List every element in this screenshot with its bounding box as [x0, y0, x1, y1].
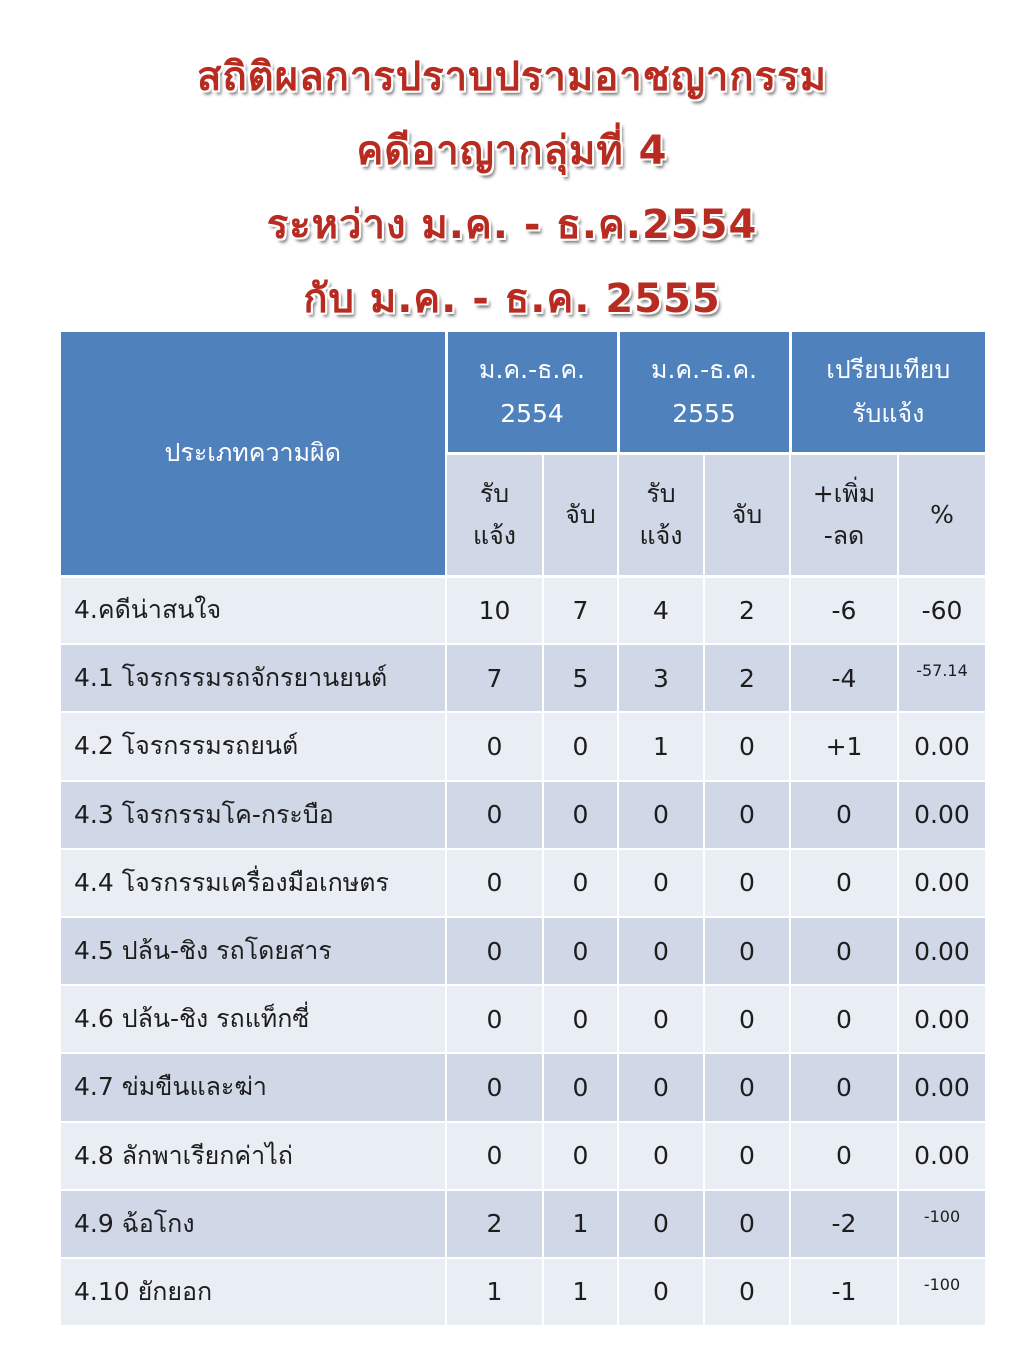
row-arrested-2554: 1: [543, 1258, 618, 1326]
header-arrested-2554-label: จับ: [565, 499, 596, 529]
row-received-2554: 10: [446, 576, 543, 644]
header-period-2554-line2: 2554: [500, 398, 564, 428]
row-arrested-2554: 0: [543, 1053, 618, 1121]
header-change: [790, 453, 898, 576]
header-period-2555: [618, 332, 790, 453]
row-arrested-2555: 0: [704, 1053, 790, 1121]
row-percent: 0.00: [898, 1122, 985, 1190]
row-category: 4.10 ยักยอก: [61, 1258, 446, 1326]
title-line-2: คดีอาญากลุ่มที่ 4: [356, 128, 668, 174]
row-percent: 0.00: [898, 849, 985, 917]
row-arrested-2554: 5: [543, 644, 618, 712]
row-category: 4.1 โจรกรรมรถจักรยานยนต์: [61, 644, 446, 712]
header-arrested-2555-label: จับ: [731, 499, 763, 529]
row-received-2555: 0: [618, 1053, 704, 1121]
header-period-2554-line1: ม.ค.-ธ.ค.: [479, 354, 585, 384]
row-category: 4.4 โจรกรรมเครื่องมือเกษตร: [61, 849, 446, 917]
table-row: [61, 1053, 985, 1121]
row-percent: 0.00: [898, 712, 985, 780]
row-arrested-2554: 0: [543, 712, 618, 780]
row-received-2554: 0: [446, 985, 543, 1053]
row-category: 4.8 ลักพาเรียกค่าไถ่: [61, 1122, 446, 1190]
header-compare-line1: เปรียบเทียบ: [826, 354, 951, 384]
header-change-line2: -ลด: [823, 520, 865, 550]
row-arrested-2555: 0: [704, 985, 790, 1053]
crime-statistics-table: [61, 332, 985, 1327]
header-arrested-2555: [704, 453, 790, 576]
header-received-2554: [446, 453, 543, 576]
header-compare-line2: รับแจ้ง: [852, 398, 925, 428]
header-category-label: ประเภทความผิด: [164, 438, 341, 468]
row-arrested-2555: 0: [704, 917, 790, 985]
header-received-2555: [618, 453, 704, 576]
row-received-2555: 4: [618, 576, 704, 644]
row-change: 0: [790, 985, 898, 1053]
header-received-2554-line1: รับ: [479, 478, 510, 508]
row-received-2554: 0: [446, 1122, 543, 1190]
row-arrested-2555: 2: [704, 644, 790, 712]
header-period-2555-line2: 2555: [672, 398, 736, 428]
header-received-2555-line2: แจ้ง: [639, 520, 683, 550]
row-received-2554: 0: [446, 781, 543, 849]
row-arrested-2555: 2: [704, 576, 790, 644]
table-row: [61, 917, 985, 985]
row-category: 4.3 โจรกรรมโค-กระบือ: [61, 781, 446, 849]
row-received-2554: 2: [446, 1190, 543, 1258]
title-line-4: กับ ม.ค. - ธ.ค. 2555: [303, 276, 721, 322]
row-arrested-2555: 0: [704, 1122, 790, 1190]
row-change: -2: [790, 1190, 898, 1258]
row-arrested-2554: 0: [543, 917, 618, 985]
header-period-2554: [446, 332, 618, 453]
row-arrested-2554: 0: [543, 849, 618, 917]
row-category: 4.5 ปล้น-ชิง รถโดยสาร: [61, 917, 446, 985]
row-received-2555: 0: [618, 1190, 704, 1258]
row-received-2555: 0: [618, 917, 704, 985]
row-percent: 0.00: [898, 917, 985, 985]
header-received-2554-line2: แจ้ง: [473, 520, 516, 550]
row-percent: 0.00: [898, 985, 985, 1053]
row-received-2555: 0: [618, 781, 704, 849]
table-row: [61, 849, 985, 917]
row-category: 4.9 ฉ้อโกง: [61, 1190, 446, 1258]
row-change: -6: [790, 576, 898, 644]
row-received-2555: 0: [618, 1258, 704, 1326]
row-received-2555: 3: [618, 644, 704, 712]
row-arrested-2555: 0: [704, 712, 790, 780]
row-percent: 0.00: [898, 1053, 985, 1121]
row-received-2554: 7: [446, 644, 543, 712]
row-change: -4: [790, 644, 898, 712]
row-arrested-2555: 0: [704, 781, 790, 849]
row-change: 0: [790, 1122, 898, 1190]
header-percent-label: %: [930, 499, 954, 529]
row-change: 0: [790, 781, 898, 849]
table-row: [61, 576, 985, 644]
row-change: -1: [790, 1258, 898, 1326]
row-received-2555: 1: [618, 712, 704, 780]
row-arrested-2555: 0: [704, 1190, 790, 1258]
row-received-2555: 0: [618, 1122, 704, 1190]
row-change: 0: [790, 849, 898, 917]
row-category: 4.7 ข่มขืนและฆ่า: [61, 1053, 446, 1121]
header-arrested-2554: [543, 453, 618, 576]
header-category: [61, 332, 446, 576]
title-line-1: สถิติผลการปราบปรามอาชญากรรม: [197, 54, 827, 100]
row-arrested-2554: 1: [543, 1190, 618, 1258]
row-percent: -100: [898, 1190, 985, 1258]
row-percent: -60: [898, 576, 985, 644]
header-percent: [898, 453, 985, 576]
slide-title: [0, 40, 1024, 336]
table-row: [61, 1258, 985, 1326]
row-received-2555: 0: [618, 985, 704, 1053]
row-category: 4.คดีน่าสนใจ: [61, 576, 446, 644]
table-row: [61, 781, 985, 849]
row-percent: 0.00: [898, 781, 985, 849]
row-percent: -57.14: [898, 644, 985, 712]
row-arrested-2555: 0: [704, 849, 790, 917]
table-row: [61, 1190, 985, 1258]
row-percent: -100: [898, 1258, 985, 1326]
row-category: 4.6 ปล้น-ชิง รถแท็กซี่: [61, 985, 446, 1053]
row-received-2554: 1: [446, 1258, 543, 1326]
header-period-2555-line1: ม.ค.-ธ.ค.: [651, 354, 757, 384]
table-row: [61, 985, 985, 1053]
row-arrested-2555: 0: [704, 1258, 790, 1326]
header-received-2555-line1: รับ: [646, 478, 676, 508]
row-change: +1: [790, 712, 898, 780]
table-row: [61, 1122, 985, 1190]
row-change: 0: [790, 1053, 898, 1121]
row-change: 0: [790, 917, 898, 985]
row-received-2554: 0: [446, 849, 543, 917]
table-row: [61, 712, 985, 780]
title-line-3: ระหว่าง ม.ค. - ธ.ค.2554: [266, 202, 758, 248]
row-arrested-2554: 7: [543, 576, 618, 644]
row-arrested-2554: 0: [543, 1122, 618, 1190]
row-category: 4.2 โจรกรรมรถยนต์: [61, 712, 446, 780]
row-received-2555: 0: [618, 849, 704, 917]
row-arrested-2554: 0: [543, 985, 618, 1053]
row-received-2554: 0: [446, 712, 543, 780]
header-compare: [790, 332, 985, 453]
row-received-2554: 0: [446, 1053, 543, 1121]
header-change-line1: +เพิ่ม: [812, 478, 876, 508]
row-arrested-2554: 0: [543, 781, 618, 849]
table-row: [61, 644, 985, 712]
row-received-2554: 0: [446, 917, 543, 985]
